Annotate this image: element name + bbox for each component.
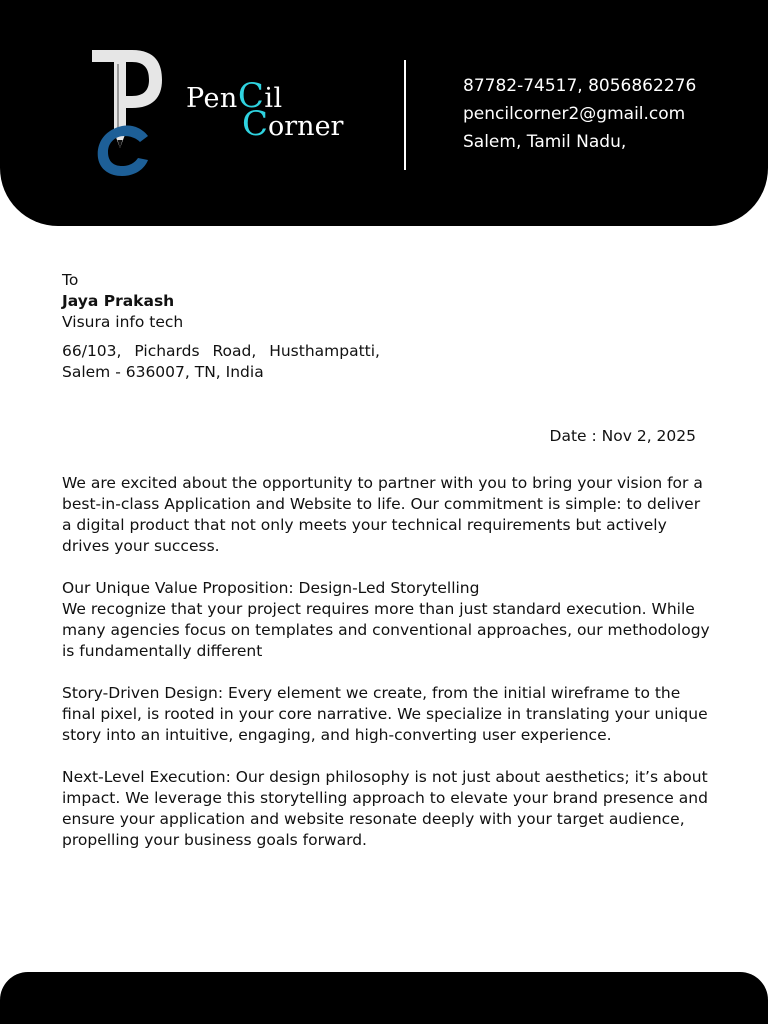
- paragraph-value-proposition: [62, 578, 710, 662]
- address-line-1: 66/103, Pichards Road, Husthampatti,: [62, 342, 380, 360]
- paragraph-story-driven-design: Story-Driven Design: Every element we create, from the initial wireframe to the final pixel, is rooted in your core narrative. We specialize in translating your unique story into an intuitive, engaging, and high-converting user experience.: [62, 684, 708, 744]
- contact-email[interactable]: pencilcorner2@gmail.com: [463, 104, 686, 124]
- letterhead-footer: [0, 972, 768, 1024]
- pencil-pc-monogram-icon: [86, 44, 176, 180]
- recipient-name: Jaya Prakash: [62, 292, 175, 310]
- recipient-block: [62, 270, 380, 383]
- brand-wordmark: [186, 76, 346, 146]
- paragraph-next-level-execution: Next-Level Execution: Our design philosophy is not just about aesthetics; it’s about impact. We leverage this storytelling approach to elevate your brand presence and ensure your application and website resonate deeply with your target audience, propelling your business goals forward.: [62, 768, 708, 849]
- address-line-2: Salem - 636007, TN, India: [62, 363, 264, 381]
- contact-phone: 87782-74517, 8056862276: [463, 76, 697, 96]
- contact-block: [463, 72, 696, 156]
- header-divider: [404, 60, 406, 170]
- letter-body: [62, 473, 710, 872]
- brand-word-pencil: PenCil: [186, 76, 283, 116]
- value-proposition-heading: Our Unique Value Proposition: Design-Led Storytelling: [62, 579, 480, 597]
- brand-word-corner: Corner: [242, 104, 344, 144]
- value-proposition-text: We recognize that your project requires more than just standard execution. While many agencies focus on templates and conventional approaches, our methodology is fundamentally different: [62, 600, 710, 660]
- contact-location: Salem, Tamil Nadu,: [463, 132, 627, 152]
- paragraph-intro: We are excited about the opportunity to partner with you to bring your vision for a best-in-class Application and Website to life. Our commitment is simple: to deliver a digital product that not only meets your technical requirements but actively drives your success.: [62, 474, 703, 555]
- letterhead-header: [0, 0, 768, 226]
- recipient-to-label: To: [62, 271, 79, 289]
- letter-date: Date : Nov 2, 2025: [549, 427, 696, 445]
- recipient-address: [62, 341, 380, 383]
- recipient-company: Visura info tech: [62, 313, 184, 331]
